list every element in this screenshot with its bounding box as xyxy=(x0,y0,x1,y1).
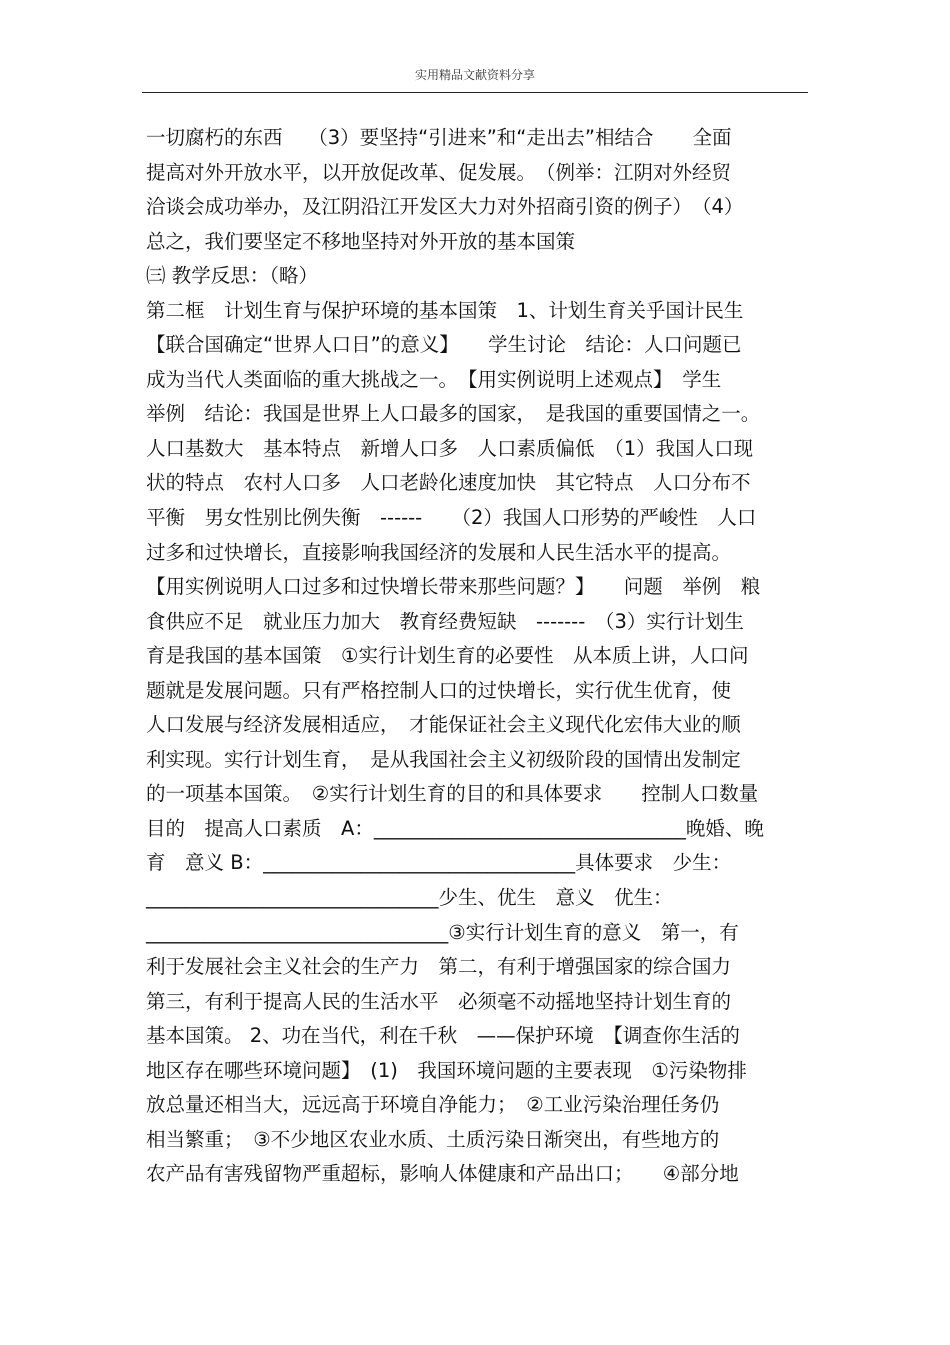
text-line: 基本国策。 2、功在当代，利在千秋 ——保护环境 【调查你生活的 xyxy=(146,1024,740,1048)
text-line: 成为当代人类面临的重大挑战之一。 【用实例说明上述观点】 学生 xyxy=(146,367,722,391)
text-line: 举例 结论：我国是世界上人口最多的国家， 是我国的重要国情之一。 xyxy=(146,402,761,426)
text-line: _______________________________③实行计划生育的意义 第一，有 xyxy=(146,920,739,944)
text-line: ㈢ 教学反思：（略） xyxy=(146,264,318,288)
text-line: 洽谈会成功举办，及江阴沿江开发区大力对外招商引资的例子） （4） xyxy=(146,195,744,219)
text-line: 相当繁重； ③不少地区农业水质、土质污染日渐突出，有些地方的 xyxy=(146,1127,720,1151)
text-line: ______________________________少生、优生 意义 优生： xyxy=(146,886,673,910)
text-line: 人口基数大 基本特点 新增人口多 人口素质偏低 （1）我国人口现 xyxy=(146,436,754,460)
text-line: 提高对外开放水平，以开放促改革、促发展。 （例举：江阴对外经贸 xyxy=(146,160,732,184)
text-line: 利于发展社会主义社会的生产力 第二，有利于增强国家的综合国力 xyxy=(146,955,732,979)
document-body xyxy=(146,121,806,1192)
text-line: 利实现。实行计划生育， 是从我国社会主义初级阶段的国情出发制定 xyxy=(146,747,741,771)
text-line: 放总量还相当大，远远高于环境自净能力； ②工业污染治理任务仍 xyxy=(146,1093,720,1117)
text-line: 人口发展与经济发展相适应， 才能保证社会主义现代化宏伟大业的顺 xyxy=(146,713,741,737)
text-line: 【联合国确定“世界人口日”的意义】 学生讨论 结论：人口问题已 xyxy=(146,333,742,357)
text-line: 总之，我们要坚定不移地坚持对外开放的基本国策 xyxy=(146,229,576,253)
text-line: 育 意义 B：________________________________具体要求 少生： xyxy=(146,851,732,875)
text-line: 第二框 计划生育与保护环境的基本国策 1、计划生育关乎国计民生 xyxy=(146,298,744,322)
text-line: 第三，有利于提高人民的生活水平 必须毫不动摇地坚持计划生育的 xyxy=(146,989,732,1013)
text-line: 的一项基本国策。 ②实行计划生育的目的和具体要求 控制人口数量 xyxy=(146,782,759,806)
header-divider xyxy=(142,92,808,93)
page-header: 实用精品文献资料分享 xyxy=(414,68,535,82)
text-line: 目的 提高人口素质 A：________________________________晚婚、晚 xyxy=(146,816,764,840)
text-line: 题就是发展问题。只有严格控制人口的过快增长，实行优生优育，使 xyxy=(146,678,732,702)
text-line: 育是我国的基本国策 ①实行计划生育的必要性 从本质上讲，人口问 xyxy=(146,644,749,668)
text-line: 平衡 男女性别比例失衡 ------ （2）我国人口形势的严峻性 人口 xyxy=(146,506,757,530)
text-line: 状的特点 农村人口多 人口老龄化速度加快 其它特点 人口分布不 xyxy=(146,471,751,495)
text-line: 一切腐朽的东西 （3）要坚持“引进来”和“走出去”相结合 全面 xyxy=(146,126,732,149)
text-line: 过多和过快增长，直接影响我国经济的发展和人民生活水平的提高。 xyxy=(146,540,732,564)
text-line: 农产品有害残留物严重超标，影响人体健康和产品出口； ④部分地 xyxy=(146,1162,739,1186)
text-line: 地区存在哪些环境问题】 (1) 我国环境问题的主要表现 ①污染物排 xyxy=(146,1058,747,1082)
text-line: 食供应不足 就业压力加大 教育经费短缺 ------- （3）实行计划生 xyxy=(146,609,744,633)
text-line: 【用实例说明人口过多和过快增长带来那些问题？】 问题 举例 粮 xyxy=(146,575,761,599)
